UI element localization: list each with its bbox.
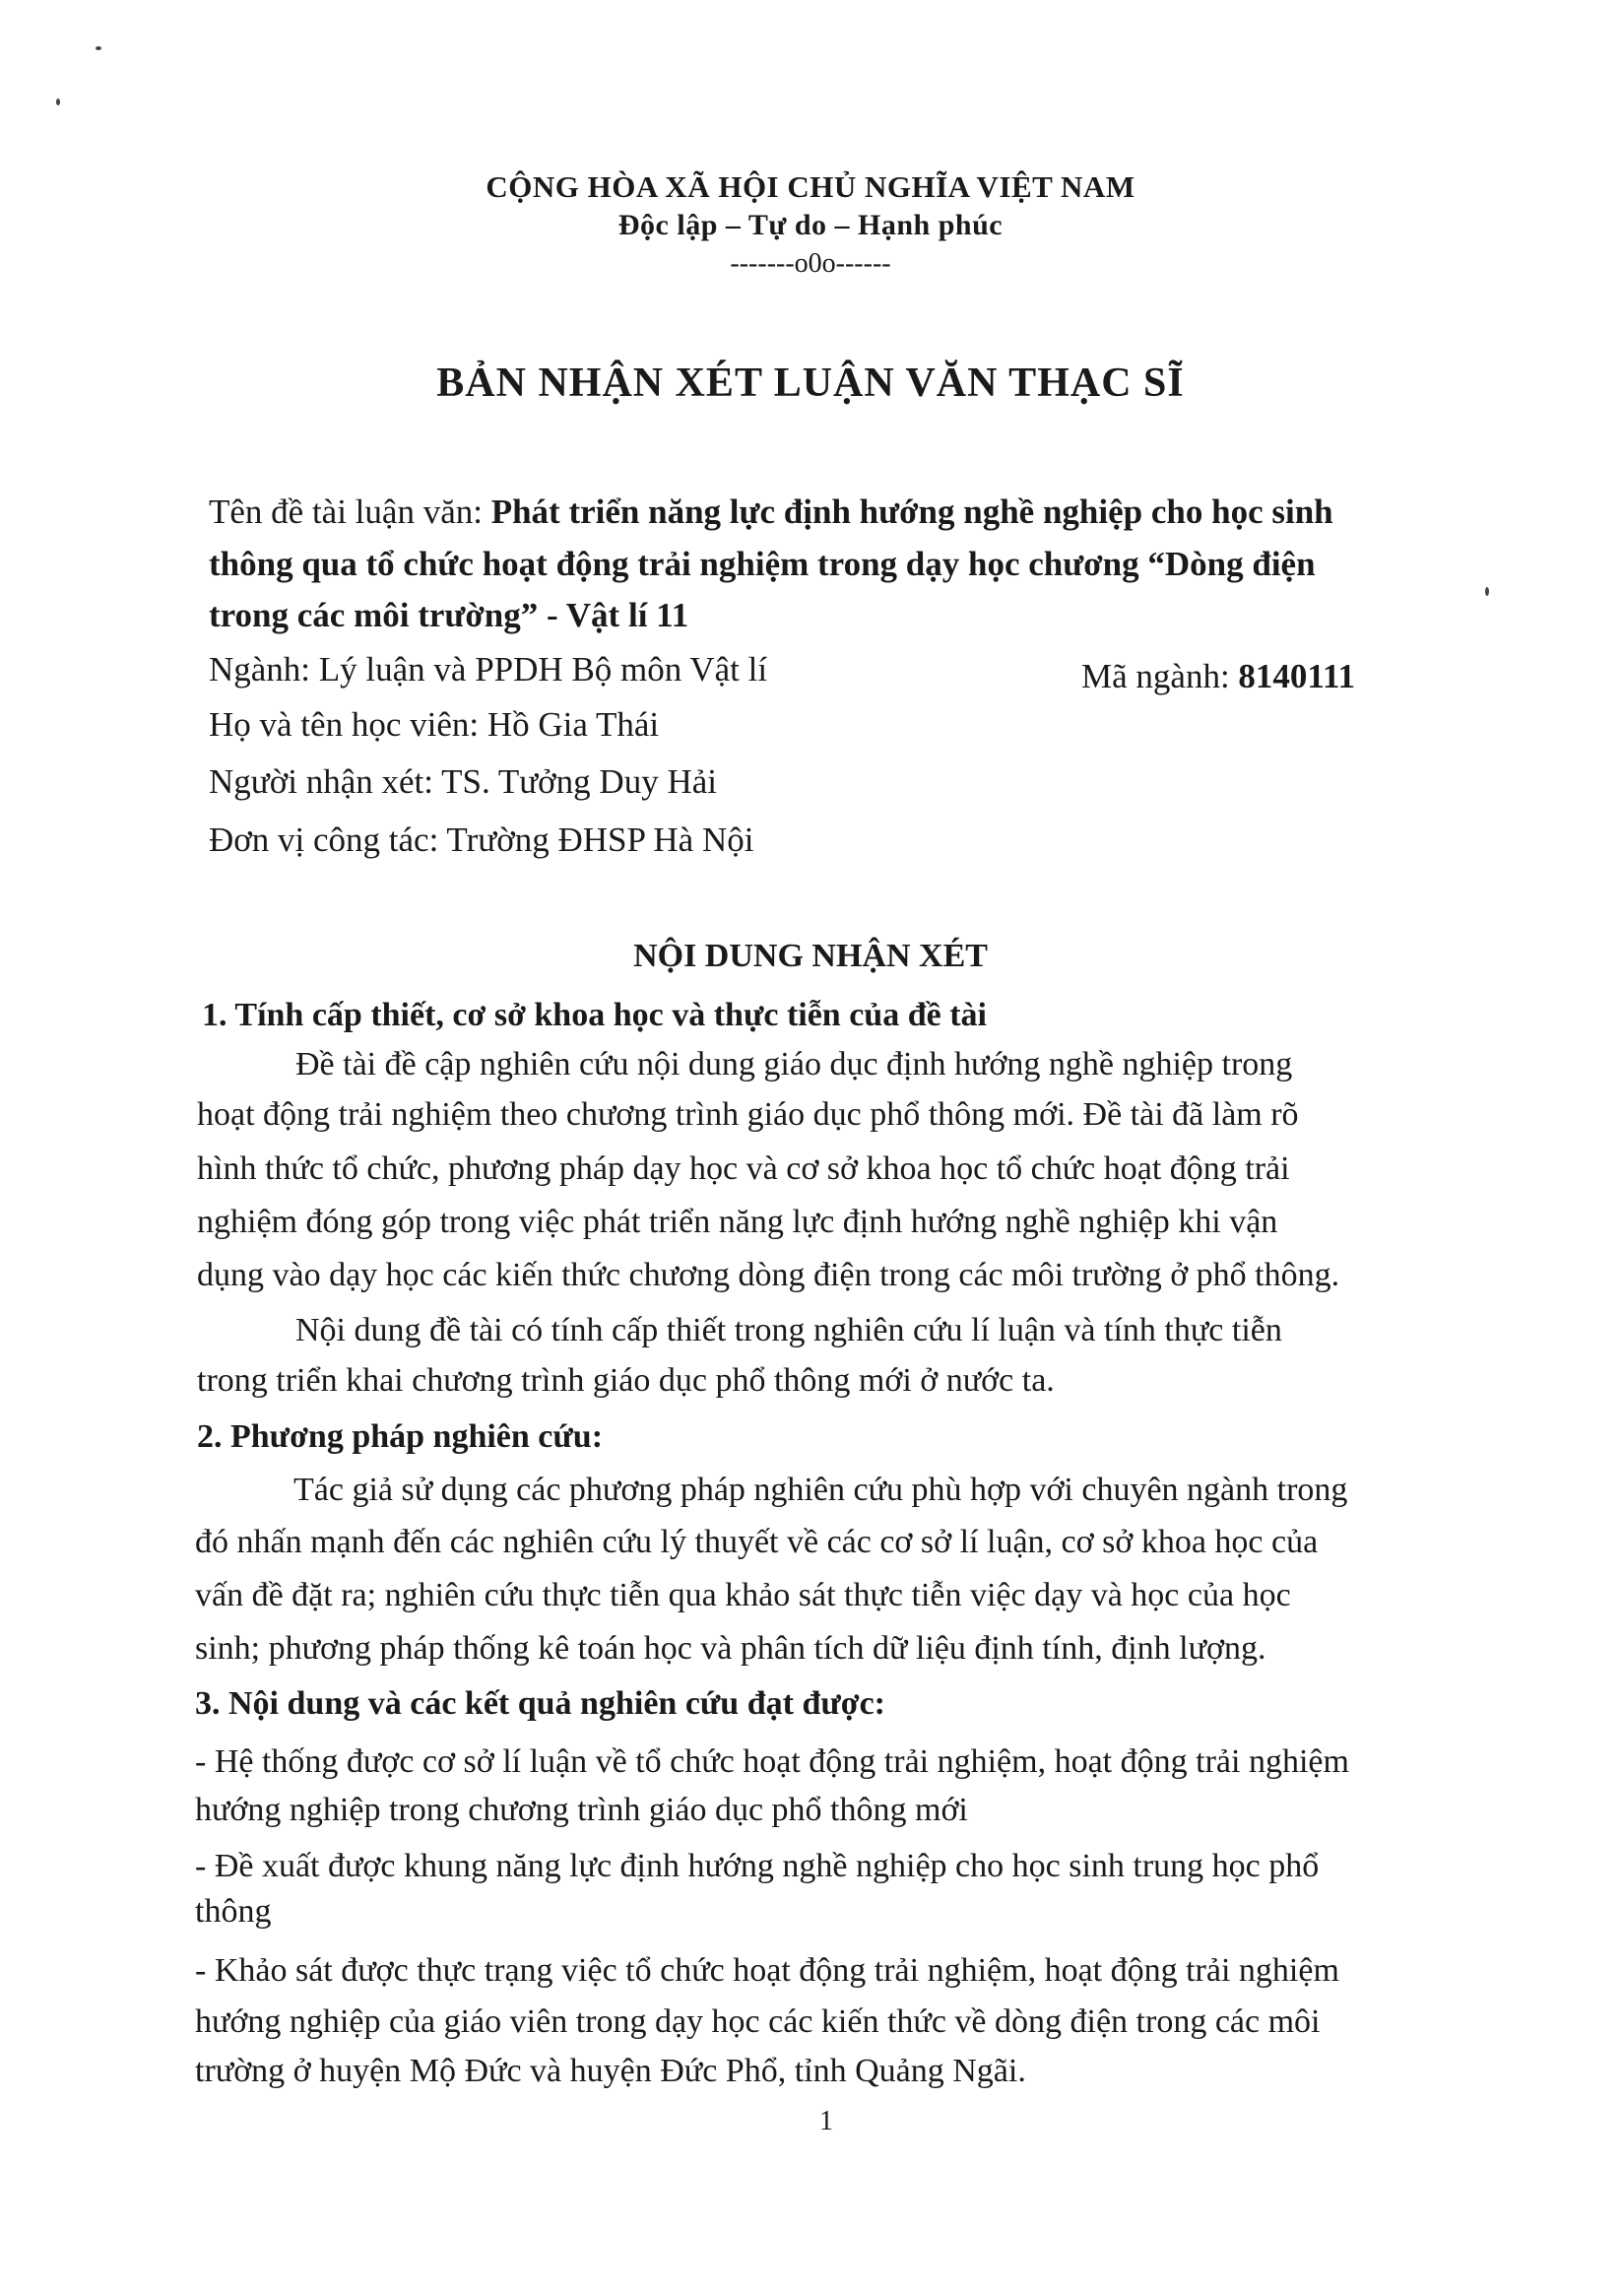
scan-speck (96, 46, 101, 50)
work-unit: Đơn vị công tác: Trường ĐHSP Hà Nội (209, 820, 754, 859)
page-number: 1 (819, 2106, 833, 2136)
topic-line-3: trong các môi trường” - Vật lí 11 (209, 596, 689, 634)
section-3-line: hướng nghiệp trong chương trình giáo dục phổ thông mới (195, 1792, 968, 1828)
header-separator: -------o0o------ (730, 248, 891, 279)
section-1-line: dụng vào dạy học các kiến thức chương dòng điện trong các môi trường ở phổ thông. (197, 1257, 1340, 1293)
content-heading: NỘI DUNG NHẬN XÉT (633, 938, 988, 974)
motto: Độc lập – Tự do – Hạnh phúc (617, 209, 1004, 241)
student-name: Họ và tên học viên: Hồ Gia Thái (209, 705, 660, 744)
document-title: BẢN NHẬN XÉT LUẬN VĂN THẠC SĨ (436, 361, 1185, 406)
topic-label: Tên đề tài luận văn: (209, 492, 483, 531)
country-header: CỘNG HÒA XÃ HỘI CHỦ NGHĨA VIỆT NAM (486, 169, 1135, 204)
section-1-heading: 1. Tính cấp thiết, cơ sở khoa học và thực tiễn của đề tài (202, 997, 987, 1033)
topic-line-2: thông qua tổ chức hoạt động trải nghiệm trong dạy học chương “Dòng điện (209, 545, 1316, 583)
major-code-label: Mã ngành: (1081, 657, 1230, 695)
section-1-line: Đề tài đề cập nghiên cứu nội dung giáo dục định hướng nghề nghiệp trong (295, 1046, 1293, 1082)
section-3-line: - Đề xuất được khung năng lực định hướng nghề nghiệp cho học sinh trung học phổ (195, 1848, 1320, 1884)
section-3-line: - Khảo sát được thực trạng việc tổ chức hoạt động trải nghiệm, hoạt động trải nghiệm (195, 1952, 1339, 1989)
section-2-line: vấn đề đặt ra; nghiên cứu thực tiễn qua khảo sát thực tiễn việc dạy và học của học (195, 1577, 1291, 1613)
section-3-line: hướng nghiệp của giáo viên trong dạy học các kiến thức về dòng điện trong các môi (195, 2003, 1321, 2040)
section-3-line: trường ở huyện Mộ Đức và huyện Đức Phổ, tỉnh Quảng Ngãi. (195, 2053, 1026, 2089)
section-2-line: sinh; phương pháp thống kê toán học và phân tích dữ liệu định tính, định lượng. (195, 1630, 1266, 1667)
section-3-line: - Hệ thống được cơ sở lí luận về tổ chức hoạt động trải nghiệm, hoạt động trải nghiệm (195, 1743, 1349, 1780)
reviewer: Người nhận xét: TS. Tưởng Duy Hải (209, 762, 717, 801)
topic-text: Phát triển năng lực định hướng nghề nghiệp cho học sinh (490, 492, 1333, 531)
section-1-line: hình thức tổ chức, phương pháp dạy học và cơ sở khoa học tổ chức hoạt động trải (197, 1150, 1290, 1187)
major-code-value: 8140111 (1238, 657, 1356, 695)
scan-speck (1485, 587, 1489, 596)
scan-speck (56, 98, 60, 105)
section-3-heading: 3. Nội dung và các kết quả nghiên cứu đạt được: (195, 1685, 886, 1722)
section-1-line: hoạt động trải nghiệm theo chương trình giáo dục phổ thông mới. Đề tài đã làm rõ (197, 1096, 1299, 1133)
section-1-line: Nội dung đề tài có tính cấp thiết trong nghiên cứu lí luận và tính thực tiễn (295, 1312, 1282, 1348)
major-code (1081, 657, 1355, 696)
major: Ngành: Lý luận và PPDH Bộ môn Vật lí (209, 650, 768, 689)
topic-line-1 (209, 492, 1333, 532)
section-2-line: Tác giả sử dụng các phương pháp nghiên cứu phù hợp với chuyên ngành trong (293, 1472, 1348, 1508)
section-3-line: thông (195, 1893, 272, 1930)
section-1-line: trong triển khai chương trình giáo dục phổ thông mới ở nước ta. (197, 1362, 1055, 1399)
section-2-heading: 2. Phương pháp nghiên cứu: (197, 1418, 604, 1455)
section-1-line: nghiệm đóng góp trong việc phát triển năng lực định hướng nghề nghiệp khi vận (197, 1204, 1278, 1240)
section-2-line: đó nhấn mạnh đến các nghiên cứu lý thuyết về các cơ sở lí luận, cơ sở khoa học của (195, 1524, 1319, 1560)
